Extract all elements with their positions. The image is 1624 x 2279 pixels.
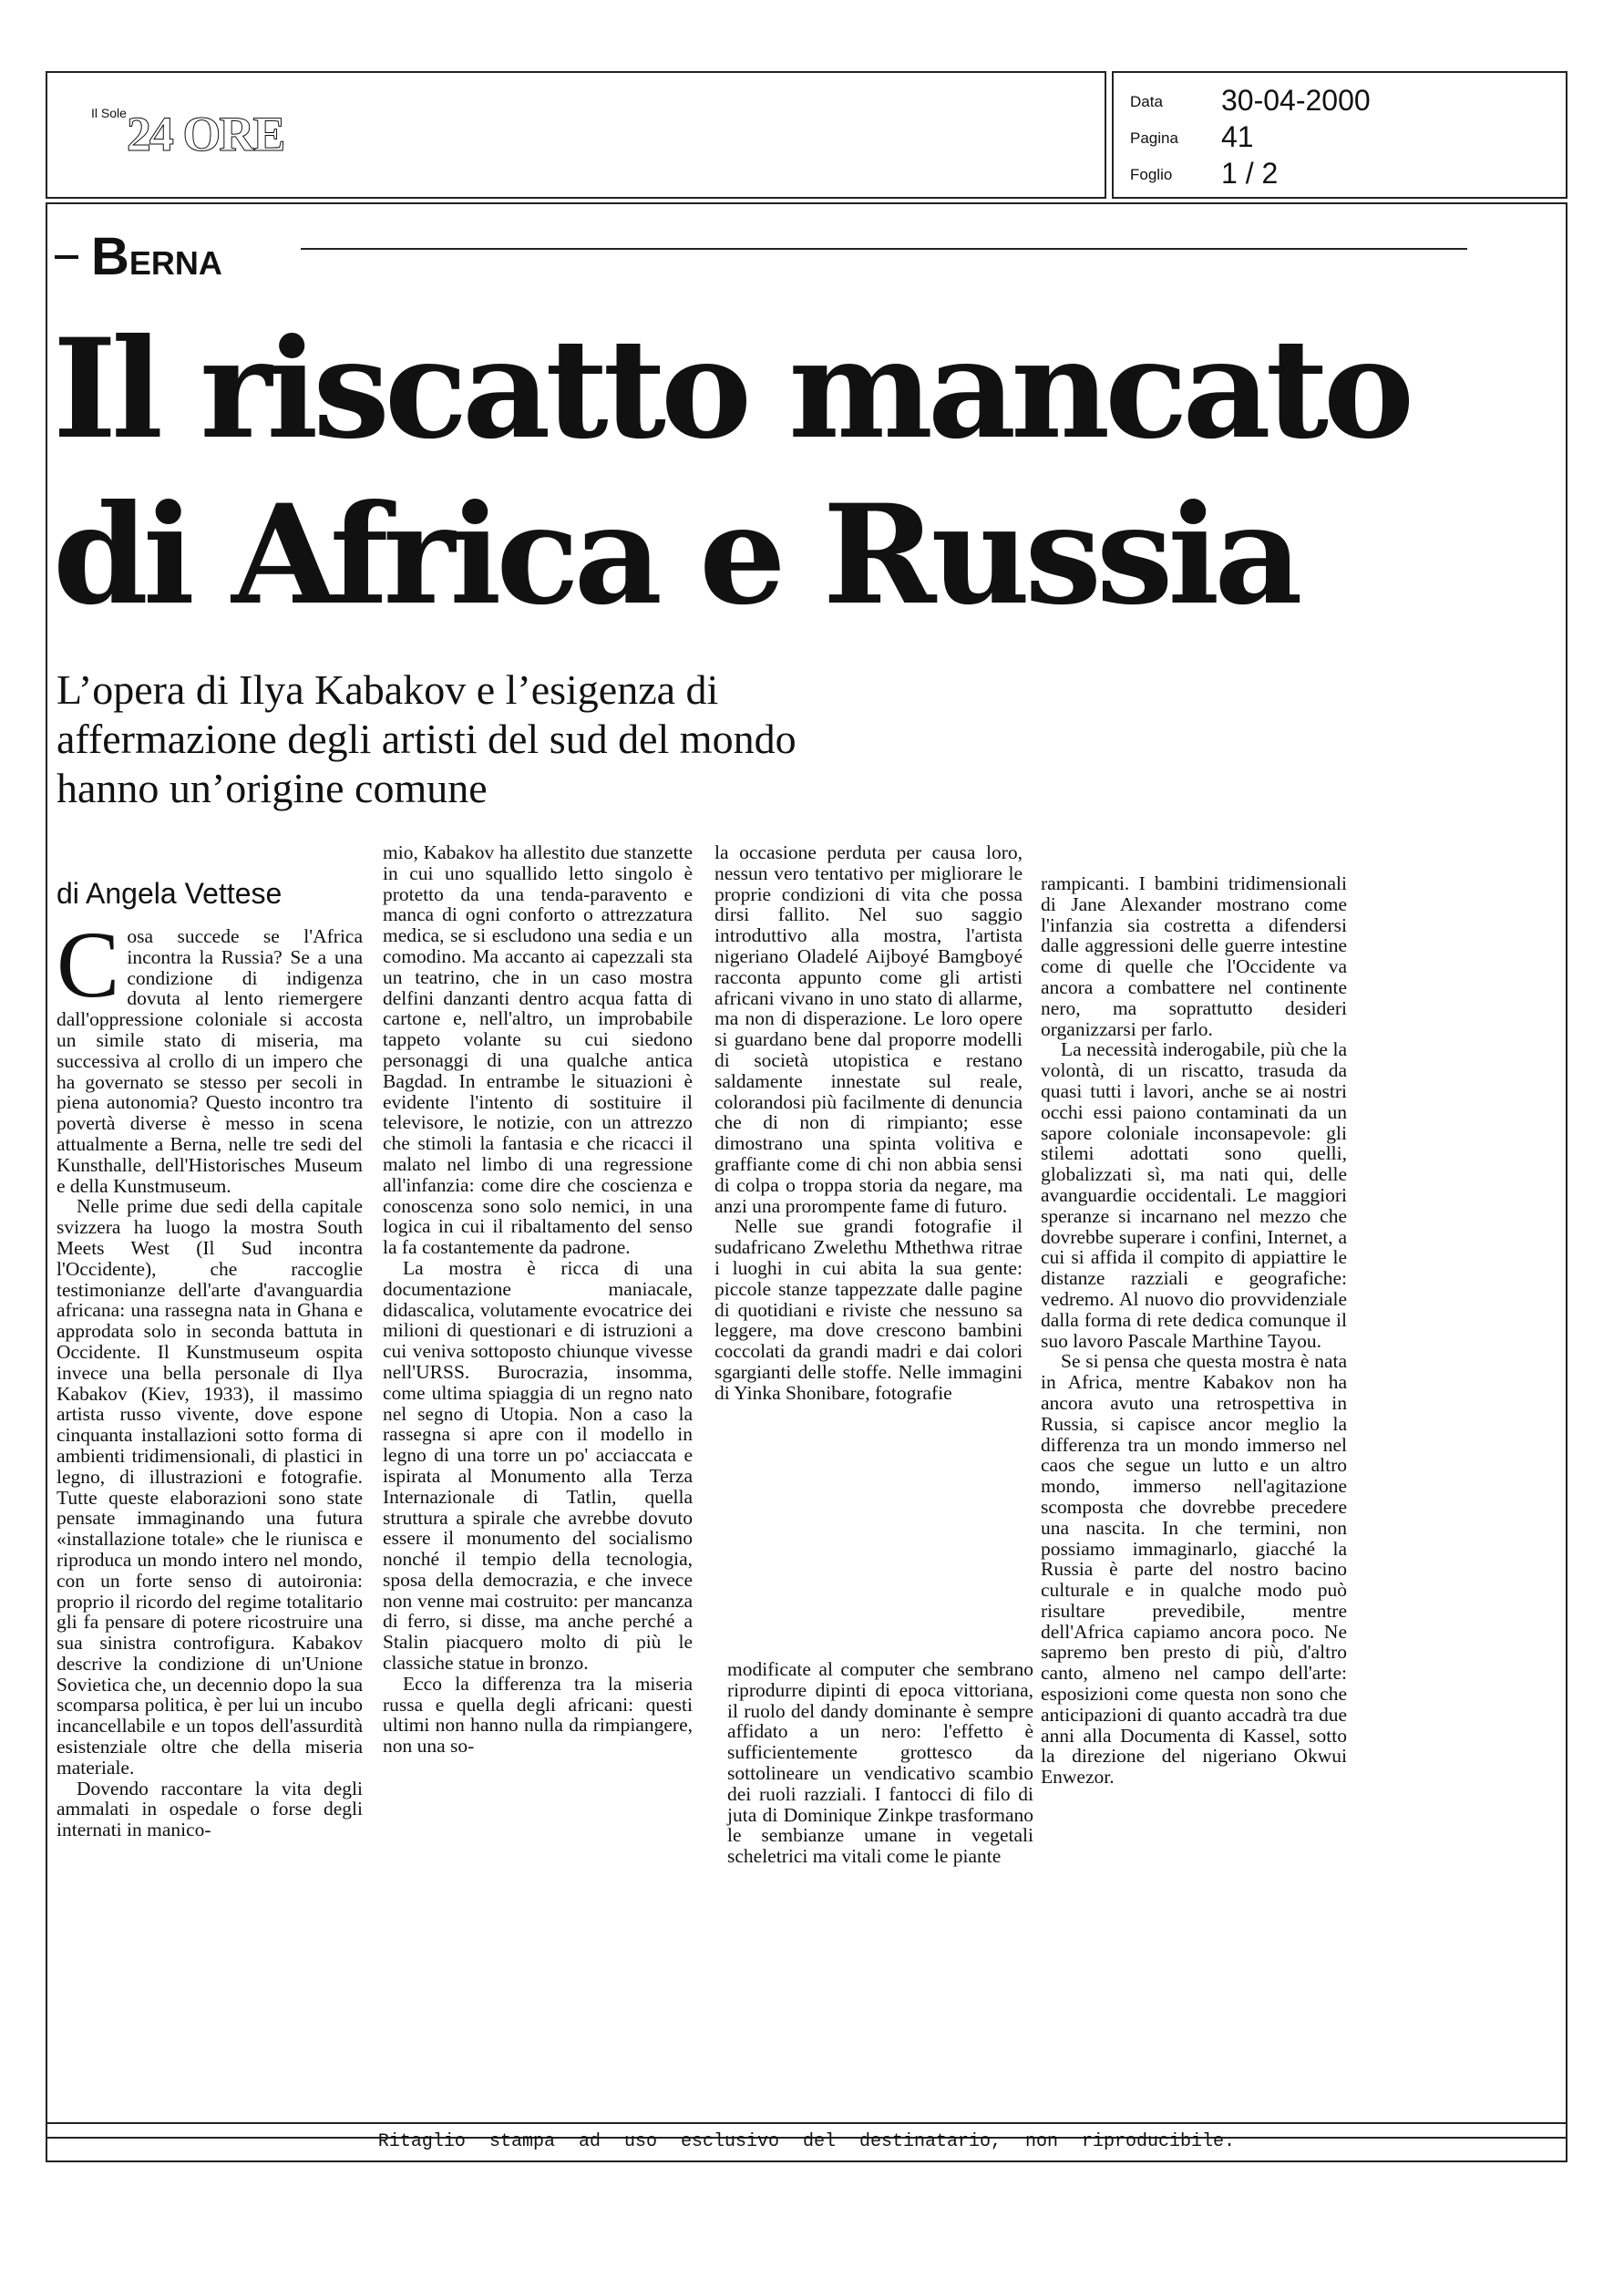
article-column-2 [383,842,693,1757]
section-word [91,226,222,287]
article-column-1 [57,913,363,1841]
paragraph: modificate al computer che sembrano riprodurre dipinti di epoca vittoriana, il ruolo del dandy dominante è sempre affidato a un nero: l'effetto è sufficientemente grottesco da sottolineare un vendicativo scambio dei ruoli razziali. I fantocci di filo di juta di Dominique Zinkpe trasformano le sembianze umane in vegetali scheletrici ma vitali come le piante [727,1658,1033,1868]
section-label [55,226,222,287]
section-dash [55,255,78,259]
paragraph: La mostra è ricca di una documentazione maniacale, didascalica, volutamente evocatrice dei milioni di questionari e di istruzioni a cui veniva sottoposto chiunque vivesse nell'URSS. Burocrazia, insomma, come ultima spiaggia di un regno nato nel segno di Utopia. Non a caso la rassegna si apre con il modello in legno di una torre un po' acciaccata e ispirata al Monumento alla Terza Internazionale di Tatlin, quella struttura a spirale che avrebbe dovuto essere il monumento del socialismo nonché il tempio della tecnologia, sposa della democrazia, e che invece non venne mai costruito: per mancanza di ferro, si disse, ma anche perché a Stalin piacquero molto di più le classiche statue in bronzo. [383,1256,693,1675]
byline: di Angela Vettese [57,877,283,910]
paragraph: Ecco la differenza tra la miseria russa e quella degli africani: questi ultimi non hanno nulla da rimpiangere, non una so- [383,1672,693,1758]
paragraph: rampicanti. I bambini tridimensionali di Jane Alexander mostrano come l'infanzia sia costretta a difendersi dalle aggressioni delle guerre intestine come di quelle che l'Occidente va ancora a combattere nel continente nero, ma soprattutto desideri organizzarsi per farlo. [1041,872,1347,1040]
logo-small-text: Il Sole [91,106,127,120]
paragraph: Se si pensa che questa mostra è nata in Africa, mentre Kabakov non ha ancora avuto una retrospettiva in Russia, si capisce ancor meglio la differenza tra un mondo immerso nel caos che segue un lutto e un altro mondo, immerso nell'agitazione scomposta che dovrebbe precedere una nascita. In che termini, non possiamo immaginarlo, giacché la Russia è parte del nostro bacino culturale e in qualche modo può risultare prevedibile, mentre dell'Africa capiamo ancora poco. Ne sapremo ben presto di più, d'altro canto, almeno nel campo dell'arte: esposizioni come questa non sono che anticipazioni di quanto accadrà tra due anni alla Documenta di Kassel, sotto la direzione del nigeriano Okwui Enwezor. [1041,1350,1347,1789]
pagina-value: 41 [1221,120,1254,153]
drop-cap: C [57,913,120,1017]
paragraph: La necessità inderogabile, più che la volontà, di un riscatto, trasuda da quasi tutti i lavori, anche se ai nostri occhi essi paiono contaminati da un sapore coloniale inconsapevole: gli stilemi adottati sono quelli, globalizzati sì, ma nati qui, delle avanguardie occidentali. Le maggiori speranze si incarnano nel mezzo che dovrebbe superare i confini, Internet, a cui si affida il compito di appiattire le distanze razziali e geografiche: vedremo. Al nuovo dio provvidenziale dalla forma di rete dedica comunque il suo lavoro Pascale Marthine Tayou. [1041,1038,1347,1352]
paragraph [57,913,363,1197]
paragraph: Nelle sue grandi fotografie il sudafricano Zwelethu Mthethwa ritrae i luoghi in cui abita la sua gente: piccole stanze tappezzate dalle pagine di quotidiani e riviste che nessuno sa leggere, ma dove crescono bambini coccolati da grandi madri e dai colori sgargianti delle stoffe. Nelle immagini di Yinka Shonibare, fotografie [714,1215,1023,1404]
article-column-3-top [714,842,1023,1404]
foglio-label: Foglio [1130,166,1173,183]
pagina-label: Pagina [1130,129,1178,147]
section-rest: ERNA [128,244,222,282]
paragraph-text: osa succede se l'Africa incontra la Russia? Se a una condizione di indigenza dovuta al lento riemergere dall'oppressione coloniale si accosta un simile stato di miseria, ma successiva al crollo di un impero che ha governato se stesso per secoli in piena autonomia? Questo incontro tra povertà diverse è messo in scena attualmente a Berna, nelle tre sedi del Kunsthalle, dell'Historisches Museum e della Kunstmuseum. [57,925,363,1197]
footer-notice: Ritaglio stampa ad uso esclusivo del destinatario, non riproducibile. [46,2122,1567,2162]
article-column-3-bottom [727,1659,1033,1867]
paragraph: Dovendo raccontare la vita degli ammalati in ospedale o forse degli internati in manico- [57,1777,363,1841]
metadata-box [1112,71,1567,199]
paragraph: la occasione perduta per causa loro, nessun vero tentativo per migliorare le proprie condizioni di vita che possa dirsi fallito. Nel suo saggio introduttivo alla mostra, l'artista nigeriano Oladelé Aijboyé Bamgboyé racconta appunto come gli artisti africani vivano in uno stato di allarme, ma non di disperazione. Le loro opere si guardano bene dal proporre modelli di società utopistica e restano saldamente innestate sul reale, colorandosi più facilmente di denuncia che di non di rimpianto; esse dimostrano una spinta volitiva e graffiante come di chi non abbia sensi di colpa o troppa storia da negare, ma anzi una prorompente fame di futuro. [714,841,1023,1217]
logo-big-text: 24 ORE [126,107,284,161]
section-initial: B [91,227,129,286]
subtitle: L’opera di Ilya Kabakov e l’esigenza di affermazione degli artisti del sud del mondo hanno un’origine comune [57,666,797,811]
masthead-box [46,71,1106,199]
headline: Il riscatto mancato di Africa e Russia [53,309,1410,635]
article-column-4 [1041,873,1347,1788]
paragraph: Nelle prime due sedi della capitale svizzera ha luogo la mostra South Meets West (Il Sud incontra l'Occidente), che raccoglie testimonianze dell'arte d'avanguardia africana: una rassegna nata in Ghana e approdata solo in seconda battuta in Occidente. Il Kunstmuseum ospita invece una bella personale di Ilya Kabakov (Kiev, 1933), il massimo artista russo vivente, dove espone cinquanta installazioni sotto forma di ambienti tridimensionali, di plastici in legno, di illustrazioni e fotografie. Tutte queste elaborazioni sono state pensate immaginando una futura «installazione totale» che le riunisca e riproduca un mondo intero nel mondo, con un forte senso di autoironia: proprio il ricordo del regime totalitario gli fa pensare di potere ricostruire una sua sinistra controfigura. Kabakov descrive la condizione di un'Unione Sovietica che, un decennio dopo la sua scomparsa politica, è per lui un incubo incancellabile e un topos dell'assurdità esistenziale oltre che della miseria materiale. [57,1195,363,1779]
section-rule [301,248,1467,250]
foglio-value: 1 / 2 [1221,157,1279,190]
paragraph: mio, Kabakov ha allestito due stanzette in cui uno squallido letto singolo è protetto da una tenda-paravento e manca di ogni conforto o attrezzatura medica, se si escludono una sedia e un comodino. Ma accanto ai capezzali sta un teatrino, che in un caso mostra delfini danzanti dentro acqua fatta di cartone e, nell'altro, un improbabile tappeto volante su cui siedono personaggi di una qualche antica Bagdad. In entrambe le situazioni è evidente l'intento di sostituire il televisore, le notizie, con un attrezzo che stimoli la fantasia e che ricacci il malato nel limbo di una regressione all'infanzia: come dire che coscienza e conoscenza sono solo nemici, in una logica in cui il ribaltamento del senso la fa costantemente da padrone. [383,841,693,1259]
data-value: 30-04-2000 [1221,84,1371,117]
newspaper-logo [91,106,283,162]
data-label: Data [1130,93,1163,110]
